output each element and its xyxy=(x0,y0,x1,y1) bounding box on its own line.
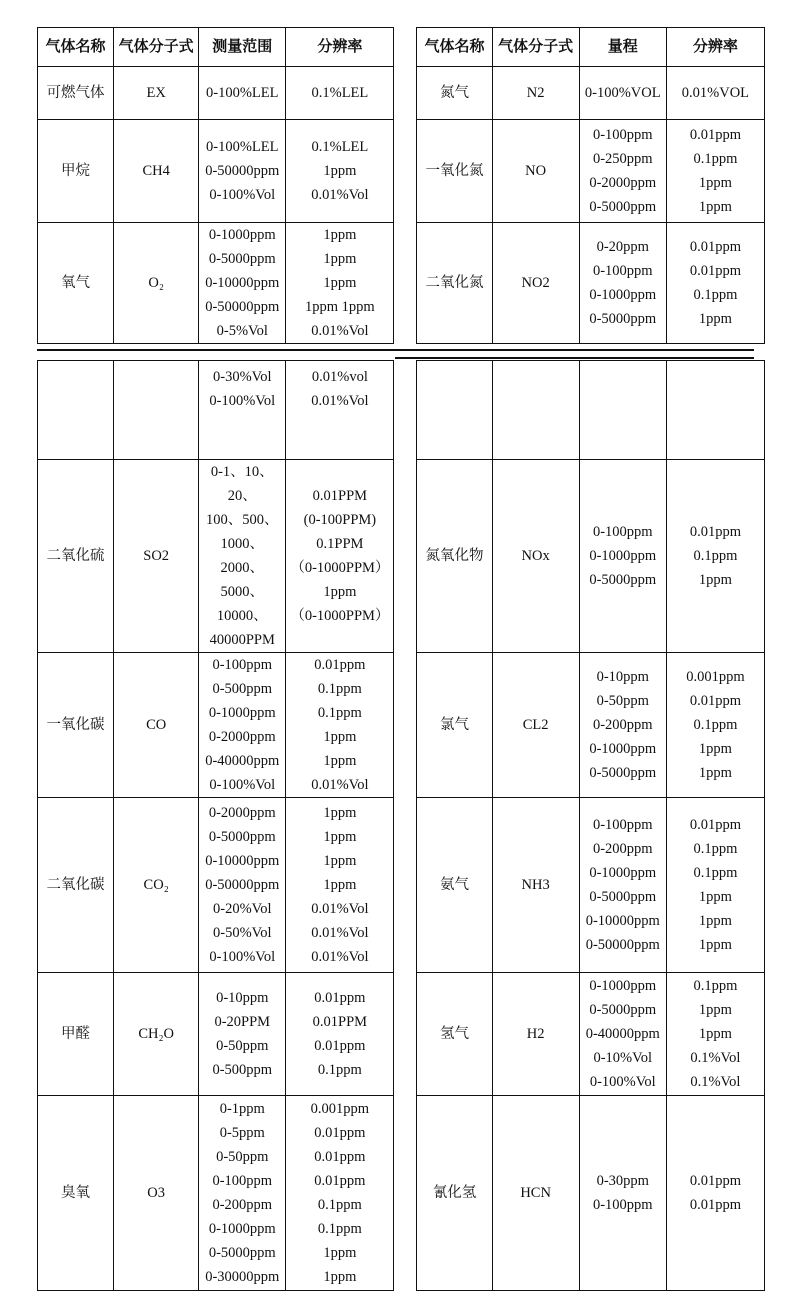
right-resolution-cell: 分辨率 xyxy=(666,28,764,67)
gap-column xyxy=(394,973,417,1096)
gap-column xyxy=(394,1096,417,1291)
right-gas-name-cell: 氢气 xyxy=(417,973,492,1096)
right-gas-name-cell: 二氧化氮 xyxy=(417,223,492,344)
left-resolution-cell: 0.1%LEL xyxy=(286,67,394,120)
header-row xyxy=(38,28,765,67)
right-range-cell: 0-20ppm 0-100ppm 0-1000ppm 0-5000ppm xyxy=(579,223,666,344)
right-range-cell: 0-100%VOL xyxy=(579,67,666,120)
right-formula-cell: N2 xyxy=(492,67,579,120)
left-gas-name-cell: 臭氧 xyxy=(38,1096,114,1291)
right-formula-cell xyxy=(492,361,579,460)
right-gas-name-cell: 氮气 xyxy=(417,67,492,120)
right-formula-cell: CL2 xyxy=(492,653,579,798)
gap-column xyxy=(394,653,417,798)
left-range-cell: 测量范围 xyxy=(199,28,286,67)
gas-spec-table-bottom xyxy=(37,360,765,1291)
divider-line xyxy=(395,357,754,359)
left-formula-cell: SO2 xyxy=(114,460,199,653)
table-row xyxy=(38,223,765,344)
left-gas-name-cell: 氧气 xyxy=(38,223,114,344)
left-range-cell: 0-100%LEL 0-50000ppm 0-100%Vol xyxy=(199,120,286,223)
left-range-cell: 0-100ppm 0-500ppm 0-1000ppm 0-2000ppm 0-40000ppm 0-100%Vol xyxy=(199,653,286,798)
gas-spec-table-top xyxy=(37,27,765,344)
left-range-cell: 0-2000ppm 0-5000ppm 0-10000ppm 0-50000ppm 0-20%Vol 0-50%Vol 0-100%Vol xyxy=(199,798,286,973)
right-resolution-cell xyxy=(666,361,764,460)
right-range-cell: 0-100ppm 0-250ppm 0-2000ppm 0-5000ppm xyxy=(579,120,666,223)
right-formula-cell: H2 xyxy=(492,973,579,1096)
right-resolution-cell: 0.1ppm 1ppm 1ppm 0.1%Vol 0.1%Vol xyxy=(666,973,764,1096)
right-gas-name-cell: 氯气 xyxy=(417,653,492,798)
right-gas-name-cell: 一氧化氮 xyxy=(417,120,492,223)
right-range-cell: 0-100ppm 0-1000ppm 0-5000ppm xyxy=(579,460,666,653)
left-formula-cell: EX xyxy=(114,67,199,120)
table-row xyxy=(38,798,765,973)
right-resolution-cell: 0.01ppm 0.01ppm xyxy=(666,1096,764,1291)
right-range-cell: 0-100ppm 0-200ppm 0-1000ppm 0-5000ppm 0-10000ppm 0-50000ppm xyxy=(579,798,666,973)
left-resolution-cell: 1ppm 1ppm 1ppm 1ppm 1ppm 0.01%Vol xyxy=(286,223,394,344)
right-resolution-cell: 0.01ppm 0.1ppm 1ppm 1ppm xyxy=(666,120,764,223)
left-gas-name-cell: 一氧化碳 xyxy=(38,653,114,798)
right-range-cell: 0-1000ppm 0-5000ppm 0-40000ppm 0-10%Vol 0-100%Vol xyxy=(579,973,666,1096)
right-gas-name-cell: 氨气 xyxy=(417,798,492,973)
left-resolution-cell: 0.1%LEL 1ppm 0.01%Vol xyxy=(286,120,394,223)
right-resolution-cell: 0.001ppm 0.01ppm 0.1ppm 1ppm 1ppm xyxy=(666,653,764,798)
left-resolution-cell: 分辨率 xyxy=(286,28,394,67)
left-gas-name-cell: 甲醛 xyxy=(38,973,114,1096)
gap-column xyxy=(394,798,417,973)
right-resolution-cell: 0.01ppm 0.1ppm 1ppm xyxy=(666,460,764,653)
left-range-cell: 0-1ppm 0-5ppm 0-50ppm 0-100ppm 0-200ppm 0-1000ppm 0-5000ppm 0-30000ppm xyxy=(199,1096,286,1291)
left-formula-cell: O₂ xyxy=(114,223,199,344)
table-row xyxy=(38,1096,765,1291)
right-range-cell: 量程 xyxy=(579,28,666,67)
right-resolution-cell: 0.01ppm 0.01ppm 0.1ppm 1ppm xyxy=(666,223,764,344)
left-gas-name-cell: 可燃气体 xyxy=(38,67,114,120)
left-formula-cell xyxy=(114,361,199,460)
right-gas-name-cell: 气体名称 xyxy=(417,28,492,67)
left-resolution-cell: 0.01ppm 0.1ppm 0.1ppm 1ppm 1ppm 0.01%Vol xyxy=(286,653,394,798)
right-resolution-cell: 0.01ppm 0.1ppm 0.1ppm 1ppm 1ppm 1ppm xyxy=(666,798,764,973)
right-formula-cell: NOx xyxy=(492,460,579,653)
left-gas-name-cell: 甲烷 xyxy=(38,120,114,223)
left-resolution-cell: 0.01%vol 0.01%Vol xyxy=(286,361,394,460)
table-row xyxy=(38,67,765,120)
right-formula-cell: NO2 xyxy=(492,223,579,344)
right-formula-cell: 气体分子式 xyxy=(492,28,579,67)
left-gas-name-cell xyxy=(38,361,114,460)
left-formula-cell: CH4 xyxy=(114,120,199,223)
right-range-cell xyxy=(579,361,666,460)
left-range-cell: 0-10ppm 0-20PPM 0-50ppm 0-500ppm xyxy=(199,973,286,1096)
left-resolution-cell: 0.001ppm 0.01ppm 0.01ppm 0.01ppm 0.1ppm 0.1ppm 1ppm 1ppm xyxy=(286,1096,394,1291)
right-formula-cell: NH3 xyxy=(492,798,579,973)
table-row xyxy=(38,653,765,798)
right-gas-name-cell: 氮氧化物 xyxy=(417,460,492,653)
left-resolution-cell: 0.01ppm 0.01PPM 0.01ppm 0.1ppm xyxy=(286,973,394,1096)
left-formula-cell: CO xyxy=(114,653,199,798)
left-resolution-cell: 1ppm 1ppm 1ppm 1ppm 0.01%Vol 0.01%Vol 0.01%Vol xyxy=(286,798,394,973)
left-formula-cell: O3 xyxy=(114,1096,199,1291)
right-range-cell: 0-30ppm 0-100ppm xyxy=(579,1096,666,1291)
gap-column xyxy=(394,67,417,120)
left-resolution-cell: 0.01PPM (0-100PPM) 0.1PPM （0-1000PPM） 1ppm （0-1000PPM） xyxy=(286,460,394,653)
table-row xyxy=(38,120,765,223)
left-formula-cell: 气体分子式 xyxy=(114,28,199,67)
left-gas-name-cell: 二氧化硫 xyxy=(38,460,114,653)
gap-column xyxy=(394,28,417,67)
gap-column xyxy=(394,223,417,344)
left-formula-cell: CH₂O xyxy=(114,973,199,1096)
left-gas-name-cell: 二氧化碳 xyxy=(38,798,114,973)
right-gas-name-cell xyxy=(417,361,492,460)
right-resolution-cell: 0.01%VOL xyxy=(666,67,764,120)
gap-column xyxy=(394,120,417,223)
left-range-cell: 0-1、10、20、 100、500、 1000、2000、 5000、10000、 40000PPM xyxy=(199,460,286,653)
left-formula-cell: CO₂ xyxy=(114,798,199,973)
divider-line xyxy=(37,349,754,351)
right-range-cell: 0-10ppm 0-50ppm 0-200ppm 0-1000ppm 0-5000ppm xyxy=(579,653,666,798)
right-formula-cell: NO xyxy=(492,120,579,223)
left-range-cell: 0-1000ppm 0-5000ppm 0-10000ppm 0-50000ppm 0-5%Vol xyxy=(199,223,286,344)
left-range-cell: 0-30%Vol 0-100%Vol xyxy=(199,361,286,460)
table-row xyxy=(38,361,765,460)
table-row xyxy=(38,973,765,1096)
left-gas-name-cell: 气体名称 xyxy=(38,28,114,67)
table-row xyxy=(38,460,765,653)
left-range-cell: 0-100%LEL xyxy=(199,67,286,120)
gap-column xyxy=(394,361,417,460)
right-formula-cell: HCN xyxy=(492,1096,579,1291)
gap-column xyxy=(394,460,417,653)
right-gas-name-cell: 氰化氢 xyxy=(417,1096,492,1291)
